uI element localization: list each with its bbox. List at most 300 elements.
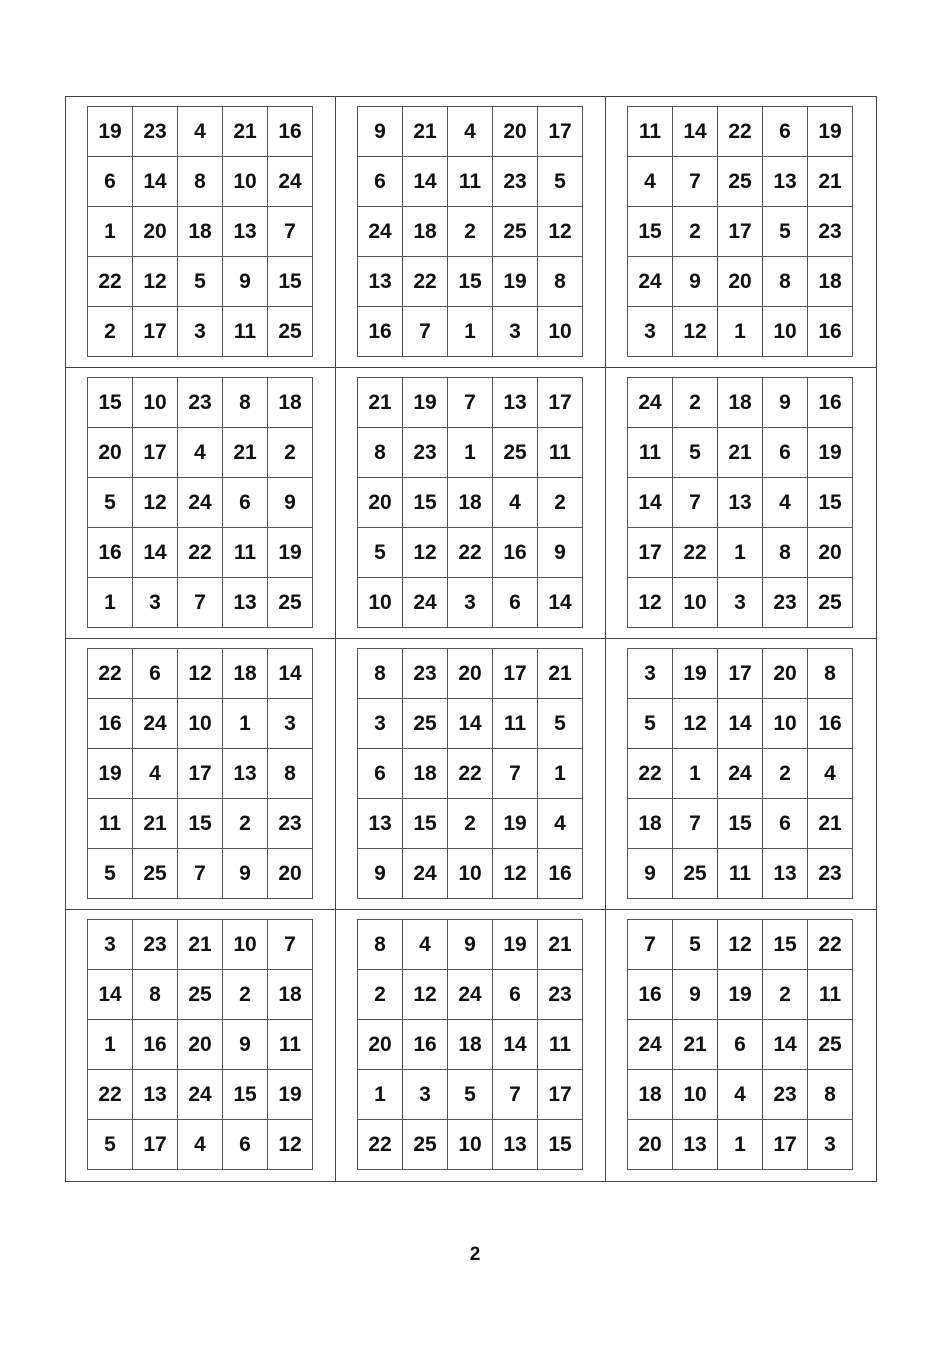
bingo-card-panel [336,97,606,368]
bingo-card-row [358,207,583,257]
bingo-number-cell: 18 [178,207,223,257]
bingo-number-cell: 13 [223,578,268,628]
bingo-number-cell: 11 [223,307,268,357]
bingo-number-cell: 12 [628,578,673,628]
bingo-number-cell: 12 [493,849,538,899]
bingo-number-cell: 2 [223,799,268,849]
page-number: 2 [469,1244,481,1265]
bingo-card-row [628,799,853,849]
bingo-number-cell: 11 [88,799,133,849]
bingo-number-cell: 17 [763,1120,808,1170]
bingo-card-row [88,528,313,578]
bingo-number-cell: 11 [448,157,493,207]
bingo-number-cell: 22 [628,749,673,799]
bingo-card-row [628,378,853,428]
bingo-number-cell: 15 [628,207,673,257]
bingo-number-cell: 1 [88,207,133,257]
bingo-card-panel [66,97,336,368]
bingo-number-cell: 4 [448,107,493,157]
bingo-number-cell: 6 [763,107,808,157]
bingo-number-cell: 15 [538,1120,583,1170]
bingo-number-cell: 22 [358,1120,403,1170]
bingo-number-cell: 8 [808,649,853,699]
bingo-card-row [628,307,853,357]
bingo-number-cell: 9 [268,478,313,528]
bingo-number-cell: 22 [88,649,133,699]
bingo-number-cell: 22 [88,257,133,307]
bingo-number-cell: 25 [403,1120,448,1170]
bingo-number-cell: 18 [628,799,673,849]
bingo-number-cell: 8 [763,257,808,307]
bingo-number-cell: 24 [448,970,493,1020]
bingo-number-cell: 25 [268,578,313,628]
bingo-number-cell: 17 [133,307,178,357]
bingo-number-cell: 20 [268,849,313,899]
bingo-number-cell: 16 [133,1020,178,1070]
bingo-number-cell: 13 [223,207,268,257]
bingo-number-cell: 23 [133,920,178,970]
bingo-number-cell: 12 [178,649,223,699]
bingo-card-row [88,749,313,799]
bingo-number-cell: 4 [133,749,178,799]
bingo-number-cell: 7 [673,478,718,528]
bingo-number-cell: 19 [88,749,133,799]
bingo-number-cell: 8 [358,649,403,699]
bingo-number-cell: 8 [223,378,268,428]
bingo-number-cell: 19 [268,1070,313,1120]
bingo-number-cell: 6 [223,1120,268,1170]
bingo-card-row [88,649,313,699]
bingo-card-row [88,307,313,357]
bingo-card-row [628,1070,853,1120]
bingo-number-cell: 2 [223,970,268,1020]
bingo-number-cell: 25 [133,849,178,899]
bingo-number-cell: 23 [763,578,808,628]
bingo-number-cell: 6 [718,1020,763,1070]
bingo-number-cell: 10 [133,378,178,428]
bingo-number-cell: 24 [358,207,403,257]
bingo-number-cell: 21 [673,1020,718,1070]
bingo-number-cell: 7 [178,849,223,899]
bingo-number-cell: 3 [358,699,403,749]
bingo-card-grid [87,377,313,628]
bingo-card-row [358,157,583,207]
bingo-number-cell: 15 [448,257,493,307]
bingo-number-cell: 25 [178,970,223,1020]
bingo-card-grid [87,106,313,357]
bingo-number-cell: 10 [538,307,583,357]
bingo-number-cell: 7 [403,307,448,357]
bingo-number-cell: 14 [133,528,178,578]
bingo-number-cell: 24 [628,1020,673,1070]
bingo-number-cell: 11 [268,1020,313,1070]
bingo-card-row [628,1020,853,1070]
bingo-number-cell: 7 [448,378,493,428]
bingo-number-cell: 6 [763,428,808,478]
bingo-number-cell: 3 [133,578,178,628]
bingo-number-cell: 16 [808,378,853,428]
bingo-number-cell: 11 [538,428,583,478]
bingo-number-cell: 21 [808,799,853,849]
bingo-number-cell: 3 [178,307,223,357]
bingo-number-cell: 17 [718,207,763,257]
bingo-number-cell: 16 [268,107,313,157]
bingo-number-cell: 10 [448,1120,493,1170]
bingo-number-cell: 20 [808,528,853,578]
bingo-card-row [358,107,583,157]
bingo-number-cell: 20 [763,649,808,699]
bingo-number-cell: 24 [403,849,448,899]
bingo-number-cell: 3 [88,920,133,970]
bingo-card-row [358,799,583,849]
bingo-number-cell: 2 [448,799,493,849]
bingo-card-row [628,970,853,1020]
bingo-number-cell: 12 [133,257,178,307]
bingo-number-cell: 11 [808,970,853,1020]
bingo-number-cell: 14 [88,970,133,1020]
bingo-number-cell: 2 [673,207,718,257]
bingo-card-row [358,920,583,970]
bingo-number-cell: 3 [403,1070,448,1120]
bingo-card-row [358,1020,583,1070]
bingo-number-cell: 8 [808,1070,853,1120]
bingo-number-cell: 21 [178,920,223,970]
bingo-number-cell: 19 [88,107,133,157]
bingo-number-cell: 14 [403,157,448,207]
bingo-number-cell: 4 [718,1070,763,1120]
bingo-number-cell: 9 [448,920,493,970]
bingo-number-cell: 5 [88,1120,133,1170]
bingo-number-cell: 15 [88,378,133,428]
bingo-number-cell: 14 [628,478,673,528]
bingo-number-cell: 10 [763,699,808,749]
bingo-card-row [358,378,583,428]
bingo-card-panel [66,910,336,1181]
bingo-card-panel [606,97,876,368]
bingo-number-cell: 19 [673,649,718,699]
bingo-number-cell: 21 [223,107,268,157]
bingo-number-cell: 14 [133,157,178,207]
bingo-number-cell: 5 [538,157,583,207]
bingo-card-panel [336,368,606,639]
bingo-number-cell: 9 [673,970,718,1020]
bingo-number-cell: 1 [718,528,763,578]
bingo-card-row [88,157,313,207]
bingo-card-row [628,920,853,970]
bingo-number-cell: 14 [718,699,763,749]
bingo-card-row [88,378,313,428]
bingo-number-cell: 24 [628,257,673,307]
bingo-number-cell: 24 [133,699,178,749]
bingo-number-cell: 6 [88,157,133,207]
bingo-number-cell: 17 [538,378,583,428]
bingo-card-grid [357,648,583,899]
bingo-number-cell: 7 [493,749,538,799]
bingo-number-cell: 5 [358,528,403,578]
bingo-number-cell: 10 [673,578,718,628]
bingo-number-cell: 2 [673,378,718,428]
bingo-number-cell: 10 [673,1070,718,1120]
bingo-card-row [628,428,853,478]
bingo-card-row [358,478,583,528]
bingo-number-cell: 23 [493,157,538,207]
bingo-number-cell: 10 [178,699,223,749]
bingo-number-cell: 12 [133,478,178,528]
bingo-number-cell: 14 [673,107,718,157]
bingo-number-cell: 23 [763,1070,808,1120]
bingo-number-cell: 25 [403,699,448,749]
bingo-number-cell: 18 [403,749,448,799]
bingo-number-cell: 8 [763,528,808,578]
bingo-number-cell: 22 [448,528,493,578]
bingo-number-cell: 2 [448,207,493,257]
bingo-number-cell: 17 [133,428,178,478]
bingo-number-cell: 23 [178,378,223,428]
bingo-number-cell: 1 [448,428,493,478]
bingo-number-cell: 15 [718,799,763,849]
bingo-card-panel [606,910,876,1181]
bingo-number-cell: 19 [403,378,448,428]
bingo-card-row [628,207,853,257]
bingo-number-cell: 2 [763,970,808,1020]
bingo-card-row [88,920,313,970]
bingo-number-cell: 2 [268,428,313,478]
bingo-number-cell: 19 [493,920,538,970]
bingo-card-row [358,749,583,799]
bingo-number-cell: 10 [763,307,808,357]
bingo-number-cell: 25 [808,1020,853,1070]
bingo-card-row [358,428,583,478]
bingo-number-cell: 23 [268,799,313,849]
bingo-number-cell: 20 [178,1020,223,1070]
bingo-card-row [358,649,583,699]
bingo-number-cell: 13 [763,849,808,899]
bingo-number-cell: 24 [178,1070,223,1120]
bingo-number-cell: 15 [178,799,223,849]
bingo-card-row [88,849,313,899]
bingo-card-row [628,1120,853,1170]
bingo-number-cell: 16 [358,307,403,357]
bingo-number-cell: 1 [538,749,583,799]
bingo-number-cell: 15 [268,257,313,307]
bingo-number-cell: 2 [358,970,403,1020]
bingo-number-cell: 17 [718,649,763,699]
bingo-number-cell: 18 [403,207,448,257]
bingo-card-sheet [65,96,877,1182]
bingo-card-row [88,107,313,157]
bingo-number-cell: 21 [358,378,403,428]
bingo-number-cell: 11 [628,107,673,157]
bingo-card-row [358,307,583,357]
bingo-number-cell: 6 [493,578,538,628]
bingo-number-cell: 5 [88,478,133,528]
bingo-number-cell: 13 [133,1070,178,1120]
bingo-number-cell: 25 [673,849,718,899]
bingo-number-cell: 20 [448,649,493,699]
bingo-number-cell: 13 [358,257,403,307]
bingo-number-cell: 22 [448,749,493,799]
bingo-number-cell: 22 [808,920,853,970]
bingo-card-row [628,478,853,528]
bingo-card-row [628,649,853,699]
bingo-number-cell: 19 [718,970,763,1020]
bingo-card-panel [66,639,336,910]
bingo-number-cell: 13 [223,749,268,799]
bingo-card-row [88,578,313,628]
bingo-card-grid [627,648,853,899]
bingo-number-cell: 6 [493,970,538,1020]
bingo-number-cell: 14 [448,699,493,749]
bingo-number-cell: 10 [358,578,403,628]
bingo-number-cell: 3 [493,307,538,357]
bingo-card-panel [336,639,606,910]
bingo-number-cell: 5 [763,207,808,257]
bingo-number-cell: 12 [673,307,718,357]
bingo-number-cell: 8 [538,257,583,307]
bingo-number-cell: 16 [628,970,673,1020]
bingo-number-cell: 21 [133,799,178,849]
bingo-number-cell: 7 [673,157,718,207]
bingo-number-cell: 21 [718,428,763,478]
bingo-number-cell: 10 [448,849,493,899]
bingo-number-cell: 11 [718,849,763,899]
bingo-card-row [358,1120,583,1170]
bingo-number-cell: 2 [538,478,583,528]
bingo-card-row [88,478,313,528]
bingo-card-row [358,1070,583,1120]
bingo-number-cell: 17 [178,749,223,799]
bingo-number-cell: 17 [538,107,583,157]
bingo-number-cell: 9 [763,378,808,428]
bingo-number-cell: 16 [808,307,853,357]
bingo-card-row [358,528,583,578]
bingo-number-cell: 10 [223,920,268,970]
bingo-number-cell: 19 [268,528,313,578]
bingo-card-grid [87,919,313,1170]
bingo-number-cell: 13 [493,378,538,428]
bingo-number-cell: 22 [673,528,718,578]
bingo-number-cell: 16 [493,528,538,578]
bingo-number-cell: 11 [628,428,673,478]
bingo-number-cell: 24 [718,749,763,799]
bingo-number-cell: 14 [538,578,583,628]
bingo-number-cell: 23 [808,849,853,899]
bingo-number-cell: 23 [133,107,178,157]
bingo-number-cell: 1 [358,1070,403,1120]
bingo-number-cell: 14 [268,649,313,699]
bingo-number-cell: 5 [178,257,223,307]
bingo-number-cell: 3 [628,649,673,699]
bingo-number-cell: 23 [808,207,853,257]
bingo-number-cell: 23 [403,649,448,699]
bingo-number-cell: 18 [268,378,313,428]
bingo-number-cell: 19 [493,799,538,849]
bingo-card-panel [606,639,876,910]
bingo-card-grid [357,377,583,628]
bingo-number-cell: 1 [718,307,763,357]
bingo-card-row [628,257,853,307]
bingo-number-cell: 5 [628,699,673,749]
bingo-card-row [358,699,583,749]
bingo-card-row [88,207,313,257]
bingo-card-row [628,528,853,578]
bingo-number-cell: 3 [628,307,673,357]
bingo-card-row [628,157,853,207]
bingo-number-cell: 20 [718,257,763,307]
bingo-number-cell: 13 [763,157,808,207]
bingo-number-cell: 4 [808,749,853,799]
bingo-number-cell: 20 [358,478,403,528]
bingo-number-cell: 2 [88,307,133,357]
bingo-number-cell: 7 [268,920,313,970]
bingo-card-row [628,578,853,628]
bingo-number-cell: 20 [493,107,538,157]
bingo-number-cell: 12 [673,699,718,749]
bingo-card-row [88,699,313,749]
bingo-card-row [88,970,313,1020]
bingo-number-cell: 21 [538,649,583,699]
bingo-number-cell: 3 [448,578,493,628]
bingo-number-cell: 12 [403,970,448,1020]
bingo-number-cell: 5 [538,699,583,749]
bingo-number-cell: 6 [133,649,178,699]
bingo-number-cell: 18 [808,257,853,307]
bingo-number-cell: 1 [448,307,493,357]
bingo-number-cell: 4 [538,799,583,849]
bingo-card-row [358,578,583,628]
bingo-number-cell: 21 [403,107,448,157]
bingo-number-cell: 21 [808,157,853,207]
bingo-number-cell: 6 [763,799,808,849]
bingo-number-cell: 22 [403,257,448,307]
bingo-card-panel [606,368,876,639]
bingo-card-grid [627,106,853,357]
bingo-number-cell: 9 [673,257,718,307]
bingo-number-cell: 12 [268,1120,313,1170]
bingo-card-panel [66,368,336,639]
bingo-number-cell: 16 [538,849,583,899]
bingo-number-cell: 17 [133,1120,178,1170]
bingo-number-cell: 18 [448,1020,493,1070]
bingo-number-cell: 8 [133,970,178,1020]
bingo-number-cell: 24 [268,157,313,207]
bingo-number-cell: 2 [763,749,808,799]
bingo-card-grid [87,648,313,899]
bingo-number-cell: 12 [538,207,583,257]
bingo-card-row [358,257,583,307]
bingo-number-cell: 22 [718,107,763,157]
bingo-card-row [358,970,583,1020]
bingo-number-cell: 4 [763,478,808,528]
bingo-card-row [628,107,853,157]
bingo-card-row [628,849,853,899]
bingo-number-cell: 25 [808,578,853,628]
bingo-number-cell: 6 [358,749,403,799]
bingo-number-cell: 13 [493,1120,538,1170]
bingo-number-cell: 13 [358,799,403,849]
bingo-number-cell: 23 [403,428,448,478]
bingo-number-cell: 7 [268,207,313,257]
bingo-number-cell: 15 [403,478,448,528]
bingo-number-cell: 1 [223,699,268,749]
bingo-number-cell: 1 [718,1120,763,1170]
bingo-card-grid [357,919,583,1170]
bingo-number-cell: 7 [178,578,223,628]
bingo-number-cell: 5 [448,1070,493,1120]
bingo-number-cell: 9 [223,1020,268,1070]
bingo-number-cell: 17 [628,528,673,578]
bingo-number-cell: 21 [223,428,268,478]
